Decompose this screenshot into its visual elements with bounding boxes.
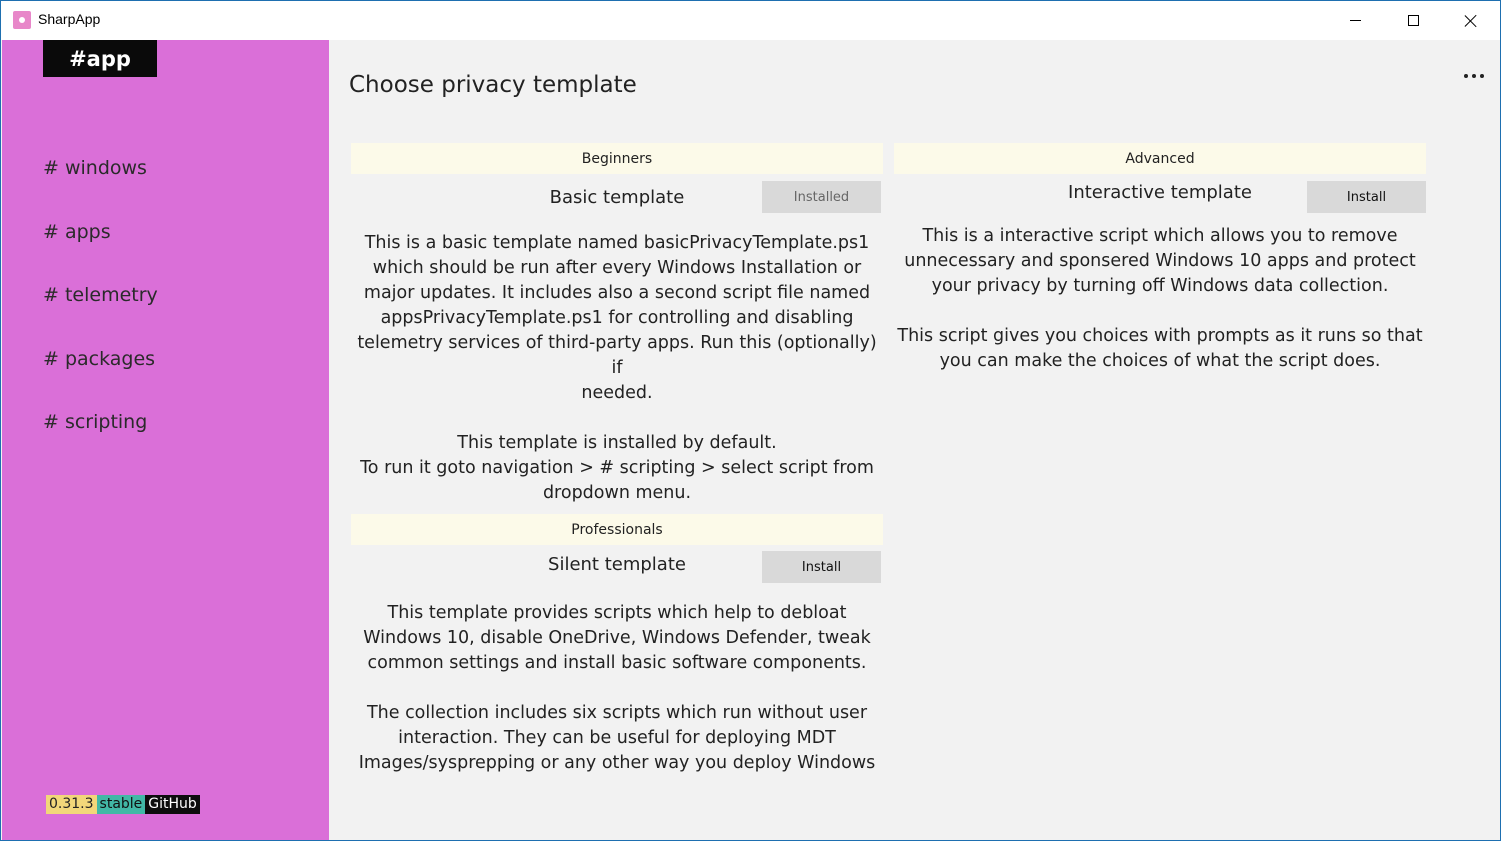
close-icon (1464, 14, 1478, 28)
template-name: Interactive template (1068, 182, 1252, 203)
minimize-icon (1350, 20, 1361, 21)
page-title: Choose privacy template (349, 72, 637, 98)
github-link[interactable]: GitHub (145, 795, 200, 814)
template-card-beginners (351, 143, 883, 506)
app-icon (13, 11, 31, 29)
card-category: Advanced (894, 143, 1426, 174)
template-description: This is a basic template named basicPrivacyTemplate.ps1 which should be run after every Windows Installation or major updates. It includes also a second script file named appsPrivacyTemplate.ps1 for controlling and disabling telemetry services of third-party apps. Run this (optionally) if needed. This template is installed by default. To run it goto navigation > # scripting > select script from dropdown menu. (357, 233, 877, 503)
sidebar-item-scripting[interactable]: # scripting (43, 411, 148, 433)
card-category: Professionals (351, 514, 883, 545)
more-options-button[interactable] (1459, 64, 1489, 88)
install-button[interactable]: Install (1307, 181, 1426, 213)
title-bar[interactable] (1, 1, 1500, 40)
version-badges (46, 795, 200, 814)
sidebar-item-packages[interactable]: # packages (43, 348, 156, 370)
version-badge: 0.31.3 (46, 795, 97, 814)
template-description: This template provides scripts which help to debloat Windows 10, disable OneDrive, Windows Defender, tweak common settings and install basic software components. The collection includes six scripts which run without user interaction. They can be useful for deploying MDT Images/sysprepping or any other way you deploy Windows (358, 603, 876, 773)
install-button[interactable]: Install (762, 551, 881, 583)
more-icon-dot (1480, 74, 1484, 78)
card-row (894, 181, 1426, 221)
template-card-advanced (894, 143, 1426, 374)
card-row (351, 181, 883, 221)
sidebar (2, 40, 329, 841)
maximize-button[interactable] (1384, 1, 1442, 40)
card-category: Beginners (351, 143, 883, 174)
template-description: This is a interactive script which allows you to remove unnecessary and sponsered Windows 10 apps and protect your privacy by turning off Windows data collection. This script gives you choices with prompts as it runs so that you can make the choices of what the script does. (897, 226, 1423, 371)
minimize-button[interactable] (1326, 1, 1384, 40)
brand-logo[interactable]: #app (43, 40, 157, 77)
template-name: Basic template (549, 187, 685, 208)
close-button[interactable] (1442, 1, 1500, 40)
card-row (351, 551, 883, 591)
template-name: Silent template (548, 554, 686, 575)
sidebar-item-apps[interactable]: # apps (43, 221, 111, 243)
main-content (329, 40, 1501, 841)
more-icon-dot (1472, 74, 1476, 78)
template-card-professionals (351, 514, 883, 776)
more-icon (1464, 74, 1468, 78)
sidebar-item-telemetry[interactable]: # telemetry (43, 284, 158, 306)
channel-badge: stable (97, 795, 146, 814)
window-title: SharpApp (38, 11, 101, 27)
maximize-icon (1408, 15, 1419, 26)
sidebar-item-windows[interactable]: # windows (43, 157, 147, 179)
installed-button[interactable]: Installed (762, 181, 881, 213)
